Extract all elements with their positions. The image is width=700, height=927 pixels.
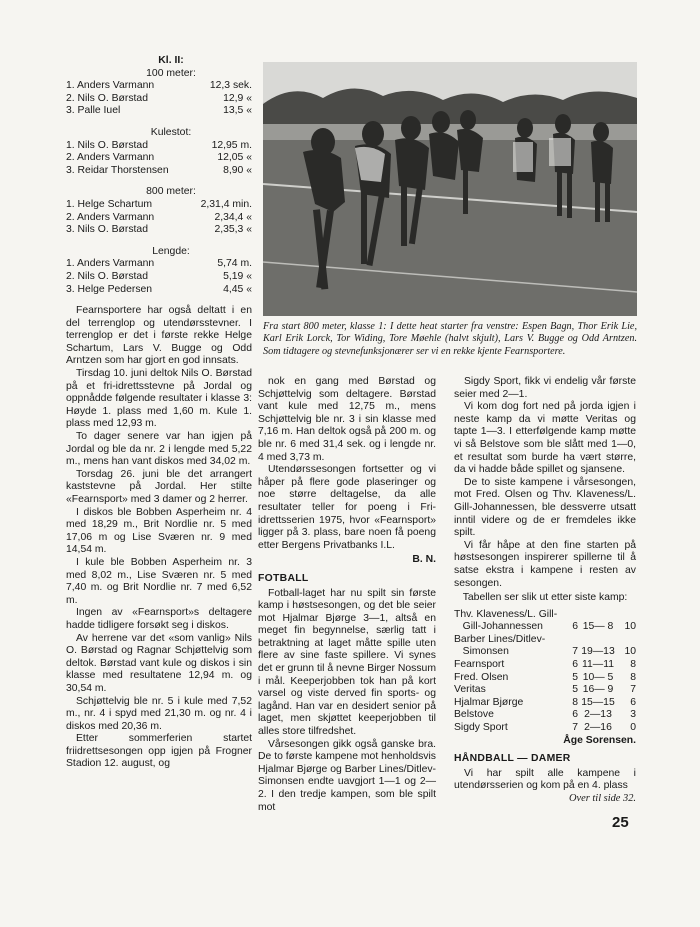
matches-played	[562, 634, 578, 647]
goal-difference: 11—11	[582, 659, 614, 671]
fotball-heading: FOTBALL	[258, 572, 309, 584]
goal-difference: 16— 9	[582, 684, 614, 696]
paragraph: Tirsdag 10. juni deltok Nils O. Børstad på et fri-idrettsstevne på Jordal og oppnådde følgende resultater i klasse 3: Høyde 1. plass med 1,60 m. Kule 1. plass med 12,93 m.	[66, 368, 252, 430]
article-text-right	[454, 376, 636, 590]
paragraph: To dager senere var han igjen på Jordal og ble da nr. 2 i lengde med 5,22 m., mens han vant diskos med 34,02 m.	[66, 431, 252, 468]
athlete-name: 1. Nils O. Børstad	[66, 139, 148, 151]
paragraph: nok en gang med Børstad og Schjøttelvig som deltagere. Børstad vant kule med 12,75 m., mens Schjøttelvig ble nr. 3 i sin klasse med 7,16 m. Han deltok også på 200 m. og ble nr. 6 med 31,4 sek. og i lengde nr. 4 med 3,73 m.	[258, 376, 436, 463]
matches-played: 6	[572, 659, 578, 671]
paragraph: I diskos ble Bobben Asperheim nr. 4 med 18,29 m., Brit Nordlie nr. 5 med 17,06 m og Lise Sværen nr. 9 med 14,54 m.	[66, 506, 252, 556]
event-heading: Kulestot:	[150, 126, 192, 138]
team-name: Simonsen	[454, 646, 509, 658]
author-signature: B. N.	[412, 554, 436, 566]
column-right	[454, 376, 636, 806]
result-row	[66, 152, 252, 165]
team-name: Thv. Klaveness/L. Gill-	[454, 608, 558, 620]
continued-note: Over til side 32.	[569, 793, 636, 804]
points	[618, 634, 636, 647]
result-value: 12,9 «	[223, 92, 252, 104]
athlete-name: 3. Palle Iuel	[66, 105, 121, 117]
column-middle	[258, 376, 436, 814]
result-value: 2,34,4 «	[214, 211, 252, 223]
athlete-name: 1. Anders Varmann	[66, 258, 155, 270]
athlete-name: 3. Reidar Thorstensen	[66, 164, 169, 176]
points: 6	[630, 696, 636, 708]
result-value: 12,05 «	[217, 152, 252, 164]
goal-difference: 15—15	[581, 696, 615, 708]
result-block	[66, 246, 252, 296]
team-name: Sigdy Sport	[454, 722, 508, 734]
paragraph: Fotball-laget har nu spilt sin første kamp i høstsesongen, og det ble seier mot Hjalmar Bjørge 3—1, altså en meget fin begynnelse, særlig tatt i betraktning at laget måtte spille uten flere av sine faste spillere. Vi synes det er grunn til å nevne Birger Nossum i mål. Keeperjobben tok han på kort varsel og viste derved fin sports- og lagånd. Han var en desidert senior på laget, men skjøttet keeperjobben til alles store tilfredshet.	[258, 587, 436, 738]
result-row	[66, 165, 252, 178]
table-row	[454, 634, 636, 647]
result-block	[66, 55, 252, 118]
column-left	[66, 55, 252, 771]
photo-illustration	[263, 62, 637, 316]
table-row	[454, 646, 636, 659]
matches-played: 6	[572, 621, 578, 633]
goal-difference	[578, 634, 618, 647]
paragraph: Sigdy Sport, fikk vi endelig vår første seier med 2—1.	[454, 376, 636, 400]
photo-caption: Fra start 800 meter, klasse 1: I dette heat starter fra venstre: Espen Bagn, Thor Erik Lie, Karl Erik Lorck, Tor Widing, Tore Møehle (halvt skjult), Lars V. Bugge og Odd Arntzen. Som tidtagere og stevnefunksjonærer ser vi en rekke kjente Fearnsportere.	[263, 321, 637, 357]
result-block	[66, 186, 252, 236]
team-name: Veritas	[454, 684, 486, 696]
athlete-name: 2. Nils O. Børstad	[66, 270, 148, 282]
result-row	[66, 224, 252, 237]
athlete-name: 2. Nils O. Børstad	[66, 92, 148, 104]
team-name: Barber Lines/Ditlev-	[454, 633, 546, 645]
table-intro: Tabellen ser slik ut etter siste kamp:	[462, 592, 628, 604]
page-number: 25	[612, 814, 629, 831]
result-value: 12,95 m.	[211, 139, 252, 151]
table-row	[454, 684, 636, 697]
result-value: 12,3 sek.	[209, 80, 252, 92]
fotball-text	[258, 588, 436, 815]
athlete-name: 2. Anders Varmann	[66, 152, 155, 164]
athlete-name: 2. Anders Varmann	[66, 211, 155, 223]
paragraph: De to siste kampene i vårsesongen, mot Fred. Olsen og Thv. Klaveness/L. Gill-Johannessen, ble dessverre utsatt inntil videre og de er fremdeles ikke spilt.	[454, 476, 636, 539]
table-row	[454, 709, 636, 722]
points: 8	[630, 671, 636, 683]
table-row	[454, 659, 636, 672]
paragraph: Etter sommerferien startet friidrettsesongen opp igjen på Frogner Stadion 12. august, og	[66, 733, 252, 770]
result-value: 13,5 «	[223, 105, 252, 117]
result-row	[66, 284, 252, 297]
points: 8	[630, 659, 636, 671]
table-signature: Åge Sorensen.	[563, 734, 636, 746]
points: 10	[624, 621, 636, 633]
paragraph: Fearnsportere har også deltatt i en del terrenglop og utendørsstevner. I terrenglop er det i første rekke Helge Schartum, Lars V. Bugge og Odd Arntzen som har gjort en god innsats.	[66, 305, 252, 367]
paragraph: Ingen av «Fearnsport»s deltagere hadde tidligere forsøkt seg i diskos.	[66, 607, 252, 631]
goal-difference	[578, 609, 618, 622]
result-value: 5,19 «	[223, 270, 252, 282]
result-row	[66, 212, 252, 225]
paragraph: Av herrene var det «som vanlig» Nils O. Børstad og Ragnar Schjøttelvig som deltok. Børstad vant kule og diskos i sin klasse med resultatene 12,94 m. og 30,54 m.	[66, 632, 252, 694]
article-text-middle	[258, 376, 436, 552]
results-list	[66, 55, 252, 296]
matches-played: 7	[572, 646, 578, 658]
result-value: 2,35,3 «	[214, 224, 252, 236]
paragraph: Utendørssesongen fortsetter og vi håper på flere gode plaseringer og noe større deltagelse, da alle resultater teller for poeng i Fri-idrettsserien 1975, hvor «Fearnsport» ligger på 3. plass, bare noen få poeng etter Bergens Privatbanks I.L.	[258, 464, 436, 551]
table-row	[454, 697, 636, 710]
paragraph: Vårsesongen gikk også ganske bra. De to første kampene mot henholdsvis Hjalmar Bjørge og Barber Lines/Ditlev-Simonsen endte uavgjort 1—1 og 2—2. I den tredje kampen, som ble spilt mot	[258, 738, 436, 813]
event-heading: 800 meter:	[146, 186, 196, 198]
matches-played: 6	[572, 709, 578, 721]
team-name: Hjalmar Bjørge	[454, 696, 524, 708]
result-row	[66, 105, 252, 118]
table-row	[454, 722, 636, 735]
article-text-left	[66, 305, 252, 771]
points: 7	[630, 684, 636, 696]
result-row	[66, 258, 252, 271]
goal-difference: 19—13	[581, 646, 615, 658]
result-value: 5,74 m.	[217, 258, 252, 270]
result-row	[66, 199, 252, 212]
result-row	[66, 271, 252, 284]
paragraph: Vi får håpe at den fine starten på høstsesongen inspirerer spillerne til å satse ekstra i kampene i resten av sesongen.	[454, 539, 636, 589]
result-value: 2,31,4 min.	[200, 198, 252, 210]
result-block	[66, 127, 252, 177]
paragraph: Vi kom dog fort ned på jorda igjen i neste kamp da vi møtte Veritas og tapte 1—3. I etterfølgende kamp møtte vi så Belstove som ble slått med 1—0, et resultat som burde ha vært større, da vi hadde både spillet og sjansene.	[454, 401, 636, 476]
race-start-photo	[263, 62, 637, 316]
team-name: Fred. Olsen	[454, 671, 509, 683]
points: 0	[630, 722, 636, 734]
result-row	[66, 80, 252, 93]
athlete-name: 3. Nils O. Børstad	[66, 224, 148, 236]
paragraph: Torsdag 26. juni ble det arrangert kaststevne på Jordal. Her stilte «Fearnsport» med 3 damer og 2 herrer.	[66, 468, 252, 505]
league-table	[454, 609, 636, 735]
class-heading: Kl. II:	[158, 55, 184, 66]
result-row	[66, 140, 252, 153]
goal-difference: 15— 8	[582, 621, 614, 633]
goal-difference: 2—16	[584, 722, 612, 734]
matches-played	[562, 609, 578, 622]
team-name: Gill-Johannessen	[454, 621, 543, 633]
paragraph: I kule ble Bobben Asperheim nr. 3 med 8,02 m., Lise Sværen nr. 5 med 7,40 m. og Brit Nordlie nr. 7 med 6,52 m.	[66, 556, 252, 606]
result-value: 8,90 «	[223, 164, 252, 176]
points: 10	[624, 646, 636, 658]
matches-played: 5	[572, 671, 578, 683]
result-row	[66, 93, 252, 106]
table-row	[454, 621, 636, 634]
team-name: Belstove	[454, 709, 494, 721]
athlete-name: 3. Helge Pedersen	[66, 283, 153, 295]
event-heading: 100 meter:	[146, 67, 196, 79]
matches-played: 8	[572, 696, 578, 708]
points: 3	[630, 709, 636, 721]
goal-difference: 2—13	[584, 709, 612, 721]
athlete-name: 1. Anders Varmann	[66, 80, 155, 92]
handball-heading: HÅNDBALL — DAMER	[454, 753, 571, 765]
event-heading: Lengde:	[152, 245, 190, 257]
table-row	[454, 609, 636, 622]
matches-played: 7	[572, 722, 578, 734]
athlete-name: 1. Helge Schartum	[66, 198, 153, 210]
points	[618, 609, 636, 622]
goal-difference: 10— 5	[582, 671, 614, 683]
handball-text: Vi har spilt alle kampene i utendørsserien og kom på en 4. plass	[454, 767, 636, 792]
table-row	[454, 672, 636, 685]
paragraph: Schjøttelvig ble nr. 5 i kule med 7,52 m., nr. 4 i spyd med 21,30 m. og nr. 4 i diskos med 20,36 m.	[66, 695, 252, 732]
matches-played: 5	[572, 684, 578, 696]
result-value: 4,45 «	[223, 283, 252, 295]
team-name: Fearnsport	[454, 659, 505, 671]
